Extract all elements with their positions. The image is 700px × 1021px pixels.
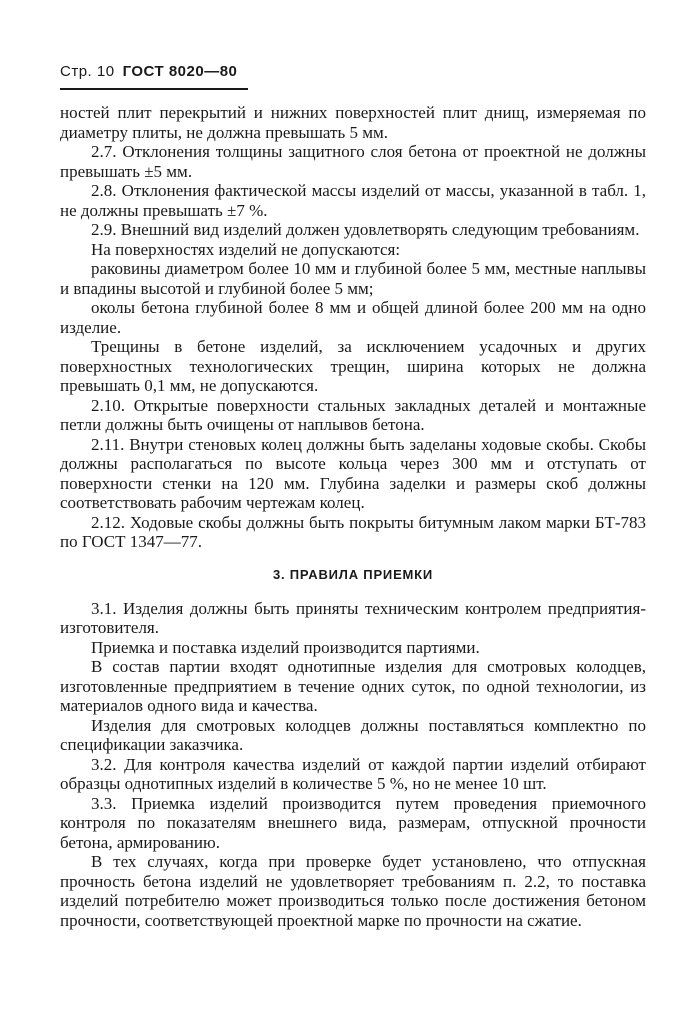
paragraph: 3.2. Для контроля качества изделий от каждой партии изделий отбирают образцы однотипных изделий в количестве 5 %, но не менее 10 шт. bbox=[60, 754, 646, 793]
paragraph: В состав партии входят однотипные изделия для смотровых колодцев, изготовленные предприятием в течение одних суток, по одной технологии, из материалов одного вида и качества. bbox=[60, 657, 646, 715]
header-rule bbox=[60, 88, 248, 90]
body-text bbox=[60, 103, 646, 930]
paragraph: околы бетона глубиной более 8 мм и общей длиной более 200 мм на одно изделие. bbox=[60, 298, 646, 337]
running-header bbox=[60, 62, 646, 82]
section-2-continuation bbox=[60, 103, 646, 552]
paragraph: 2.7. Отклонения толщины защитного слоя бетона от проектной не должны превышать ±5 мм. bbox=[60, 142, 646, 181]
section-3-body bbox=[60, 599, 646, 931]
paragraph: 3.3. Приемка изделий производится путем проведения приемочного контроля по показателям внешнего вида, размерам, отпускной прочности бетона, армированию. bbox=[60, 793, 646, 852]
paragraph: 2.8. Отклонения фактической массы изделий от массы, указанной в табл. 1, не должны превышать ±7 %. bbox=[60, 181, 646, 220]
standard-number: ГОСТ 8020—80 bbox=[122, 63, 238, 80]
paragraph: раковины диаметром более 10 мм и глубиной более 5 мм, местные наплывы и впадины высотой и глубиной более 5 мм; bbox=[60, 259, 646, 298]
paragraph: 2.9. Внешний вид изделий должен удовлетворять следующим требованиям. bbox=[91, 220, 640, 239]
paragraph: Изделия для смотровых колодцев должны поставляться комплектно по спецификации заказчика. bbox=[60, 715, 646, 754]
paragraph: 3.1. Изделия должны быть приняты техническим контролем предприятия-изготовителя. bbox=[60, 598, 646, 637]
paragraph: 2.12. Ходовые скобы должны быть покрыты битумным лаком марки БТ-783 по ГОСТ 1347—77. bbox=[60, 512, 646, 551]
paragraph: 2.10. Открытые поверхности стальных закладных деталей и монтажные петли должны быть очищены от наплывов бетона. bbox=[60, 395, 646, 434]
page-number: Стр. 10 bbox=[60, 63, 115, 80]
paragraph: В тех случаях, когда при проверке будет установлено, что отпускная прочность бетона изделий не удовлетворяет требованиям п. 2.2, то поставка изделий потребителю может производиться только после достижения бетоном прочности, соответствующей проектной марке по прочности на сжатие. bbox=[60, 852, 646, 930]
paragraph: Трещины в бетоне изделий, за исключением усадочных и других поверхностных технологических трещин, ширина которых не должна превышать 0,1 мм, не допускаются. bbox=[60, 337, 646, 395]
section-title: 3. ПРАВИЛА ПРИЕМКИ bbox=[272, 566, 434, 582]
paragraph: Приемка и поставка изделий производится партиями. bbox=[91, 637, 480, 657]
paragraph: На поверхностях изделий не допускаются: bbox=[91, 239, 401, 259]
paragraph: 2.11. Внутри стеновых колец должны быть заделаны ходовые скобы. Скобы должны располагаться по высоте кольца через 300 мм и отступать от поверхности стенки на 120 мм. Глубина заделки и размеры скоб должны соответствовать рабочим чертежам колец. bbox=[60, 434, 646, 512]
document-page bbox=[60, 62, 646, 930]
paragraph: ностей плит перекрытий и нижних поверхностей плит днищ, измеряемая по диаметру плиты, не должна превышать 5 мм. bbox=[60, 103, 646, 142]
